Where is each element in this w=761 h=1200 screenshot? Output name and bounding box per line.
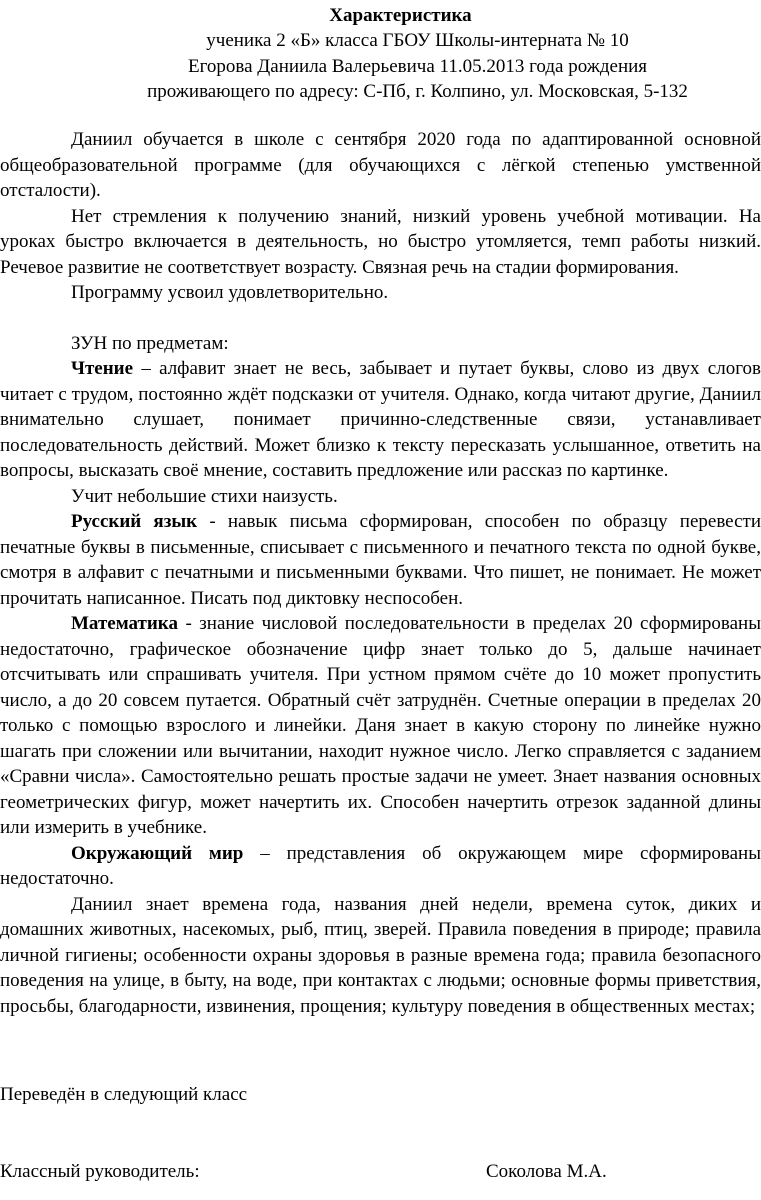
- document-title: Характеристика: [329, 5, 472, 26]
- zun-heading: ЗУН по предметам:: [71, 332, 229, 354]
- reading-paragraph: [0, 356, 761, 484]
- header-line-class: ученика 2 «Б» класса ГБОУ Школы-интерната № 10: [206, 30, 629, 51]
- signature-name: Соколова М.А.: [486, 1161, 607, 1182]
- world-paragraph: [0, 841, 761, 892]
- document-header: [0, 28, 761, 105]
- header-line-address: проживающего по адресу: С-Пб, г. Колпино, ул. Московская, 5-132: [147, 81, 688, 102]
- world-text: – представления об окружающем мире сформированы недостаточно.: [0, 842, 761, 889]
- intro-paragraph-1: Даниил обучается в школе с сентября 2020 года по адаптированной основной общеобразовательной программе (для обучающихся с лёгкой степенью умственной отсталости).: [0, 129, 761, 201]
- russian-paragraph: [0, 509, 761, 611]
- header-line-name: Егорова Даниила Валерьевича 11.05.2013 года рождения: [187, 55, 648, 77]
- transfer-note: Переведён в следующий класс: [0, 1084, 248, 1105]
- reading-label: Чтение: [71, 358, 134, 379]
- math-text: - знание числовой последовательности в пределах 20 сформированы недостаточно, графическое обозначение цифр знает только до 5, дальше начинает отсчитывать или спрашивать учителя. При устном прямом счёте до 10 может пропустить число, а до 20 совсем путается. Обратный счёт затруднён. Счетные операции в пределах 20 только с помощью взрослого и линейки. Даня знает в какую сторону по линейке нужно шагать при сложении или вычитании, находит нужное число. Легко справляется с заданием «Сравни числа». Самостоятельно решать простые задачи не умеет. Знает названия основных геометрических фигур, может начертить их. Способен начертить отрезок заданной длины или измерить в учебнике.: [0, 613, 761, 838]
- world-extra: Даниил знает времена года, названия дней недели, времена суток, диких и домашних животных, насекомых, рыб, птиц, зверей. Правила поведения в природе; правила личной гигиены; особенности охраны здоровья в разные времена года; правила безопасного поведения на улице, в быту, на воде, при контактах с людьми; основные формы приветствия, просьбы, благодарности, извинения, прощения; культуру поведения в общественных местах;: [0, 893, 761, 1017]
- signature-line: [0, 1159, 761, 1185]
- intro-paragraph-3: Программу усвоил удовлетворительно.: [71, 282, 389, 303]
- signature-role: Классный руководитель:: [0, 1161, 200, 1182]
- spacer: [0, 306, 761, 331]
- intro-paragraph-2: Нет стремления к получению знаний, низкий уровень учебной мотивации. На уроках быстро включается в деятельность, но быстро утомляется, темп работы низкий. Речевое развитие не соответствует возрасту. Связная речь на стадии формирования.: [0, 205, 761, 278]
- russian-label: Русский язык: [71, 511, 198, 532]
- world-label: Окружающий мир: [71, 842, 244, 864]
- document-body: [0, 127, 761, 1019]
- reading-text: – алфавит знает не весь, забывает и путает буквы, слово из двух слогов читает с трудом, постоянно ждёт подсказки от учителя. Однако, когда читают другие, Даниил внимательно слушает, понимает причинно-следственные связи, устанавливает последовательность действий. Может близко к тексту пересказать услышанное, ответить на вопросы, высказать своё мнение, составить предложение или рассказ по картинке.: [0, 358, 761, 481]
- math-paragraph: [0, 611, 761, 841]
- math-label: Математика: [71, 613, 178, 634]
- russian-text: - навык письма сформирован, способен по образцу перевести печатные буквы в письменные, списывает с письменного и печатного текста по одной букве, смотря в алфавит с печатными и письменными буквами. Что пишет, не понимает. Не может прочитать написанное. Писать под диктовку неспособен.: [0, 511, 761, 609]
- reading-extra: Учит небольшие стихи наизусть.: [71, 485, 338, 507]
